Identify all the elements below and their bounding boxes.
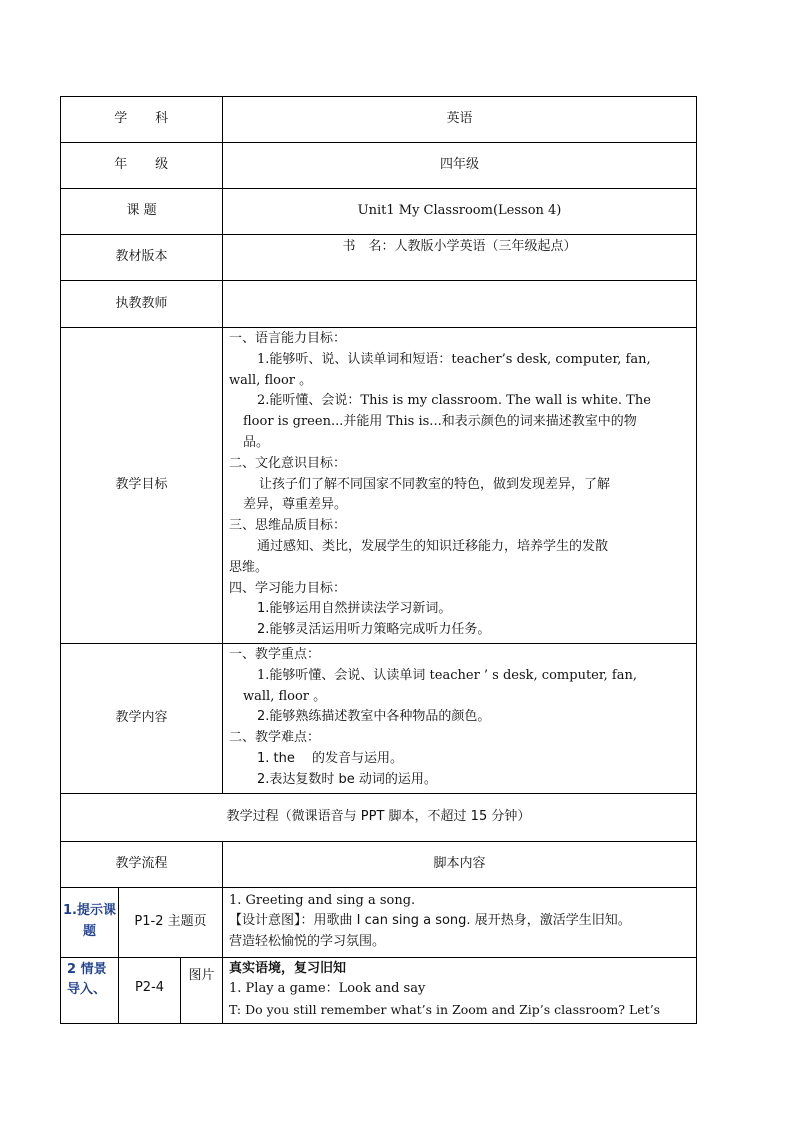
objective-line: 一、语言能力目标： xyxy=(229,331,347,346)
objectives-content xyxy=(223,328,697,644)
step1-line: 营造轻松愉悦的学习氛围。 xyxy=(229,934,386,950)
teacher-value xyxy=(223,281,697,328)
flow-label: 教学流程 xyxy=(61,841,223,887)
step1-content xyxy=(223,887,697,957)
teacher-row xyxy=(61,281,697,328)
objective-line: 通过感知、类比，发展学生的知识迁移能力，培养学生的发散 xyxy=(257,538,609,554)
grade-label: 年 级 xyxy=(61,143,223,189)
textbook-label: 教材版本 xyxy=(61,235,223,281)
grade-value: 四年级 xyxy=(223,143,697,189)
content-line: 2.表达复数时 be 动词的运用。 xyxy=(257,771,437,787)
step2-heading: 真实语境，复习旧知 xyxy=(229,960,347,976)
objective-line: 品。 xyxy=(243,434,270,450)
topic-label: 课 题 xyxy=(61,189,223,235)
teacher-label: 执教教师 xyxy=(61,281,223,328)
objective-line: 思维。 xyxy=(229,559,269,575)
objective-line: 1.能够运用自然拼读法学习新词。 xyxy=(257,601,452,617)
topic-row xyxy=(61,189,697,235)
subject-label: 学 科 xyxy=(61,97,223,143)
step2-row xyxy=(61,957,697,1023)
objectives-label: 教学目标 xyxy=(61,328,223,644)
objective-line: floor is green...并能用 This is...和表示颜色的词来描述教室中的物 xyxy=(243,414,637,430)
objective-line: 让孩子们了解不同国家不同教室的特色，做到发现差异，了解 xyxy=(259,476,611,492)
step1-row xyxy=(61,887,697,957)
objective-line: 四、学习能力目标： xyxy=(229,580,347,596)
script-label: 脚本内容 xyxy=(223,841,697,887)
subject-row xyxy=(61,97,697,143)
content-line: 1. the 的发音与运用。 xyxy=(257,750,404,766)
subject-value: 英语 xyxy=(223,97,697,143)
content-line: 二、教学难点： xyxy=(229,730,321,746)
objective-line: 二、文化意识目标： xyxy=(229,455,347,471)
objective-line: 1.能够听、说、认读单词和短语：teacher’s desk, computer, fan, xyxy=(257,351,651,367)
step2-content xyxy=(223,957,697,1023)
process-header: 教学过程（微课语音与 PPT 脚本，不超过 15 分钟） xyxy=(61,793,697,841)
topic-value: Unit1 My Classroom(Lesson 4) xyxy=(223,189,697,235)
step2-title: 2 情景导入、 xyxy=(61,957,119,1023)
content-label: 教学内容 xyxy=(61,643,223,793)
step1-line: 1. Greeting and sing a song. xyxy=(229,892,416,908)
content-line: wall, floor 。 xyxy=(243,688,327,704)
step2-pages: P2-4 xyxy=(119,957,181,1023)
textbook-value: 书 名：人教版小学英语（三年级起点） xyxy=(223,235,697,281)
objective-line: 三、思维品质目标： xyxy=(229,518,347,534)
content-content xyxy=(223,643,697,793)
flow-row xyxy=(61,841,697,887)
content-row xyxy=(61,643,697,793)
objective-line: wall, floor 。 xyxy=(229,372,313,388)
step2-media: 图片 xyxy=(181,957,223,1023)
objectives-row xyxy=(61,328,697,644)
step1-pages: P1-2 主题页 xyxy=(119,887,223,957)
content-line: 1.能够听懂、会说、认读单词 teacher ’ s desk, computer, fan, xyxy=(257,667,637,683)
step1-title: 1.提示课题 xyxy=(61,887,119,957)
step2-line: T: Do you still remember what’s in Zoom and Zip’s classroom? Let’s xyxy=(229,1002,661,1018)
grade-row xyxy=(61,143,697,189)
objective-line: 差异，尊重差异。 xyxy=(243,497,348,513)
lesson-plan-table xyxy=(60,96,697,1024)
content-line: 2.能够熟练描述教室中各种物品的颜色。 xyxy=(257,709,491,725)
textbook-row xyxy=(61,235,697,281)
step1-line: 【设计意图】：用歌曲 I can sing a song. 展开热身，激活学生旧知。 xyxy=(229,913,631,929)
process-header-row xyxy=(61,793,697,841)
content-line: 一、教学重点： xyxy=(229,646,321,662)
objective-line: 2.能够灵活运用听力策略完成听力任务。 xyxy=(257,622,491,638)
step2-line: 1. Play a game：Look and say xyxy=(229,981,426,997)
objective-line: 2.能听懂、会说：This is my classroom. The wall is white. The xyxy=(257,393,651,409)
